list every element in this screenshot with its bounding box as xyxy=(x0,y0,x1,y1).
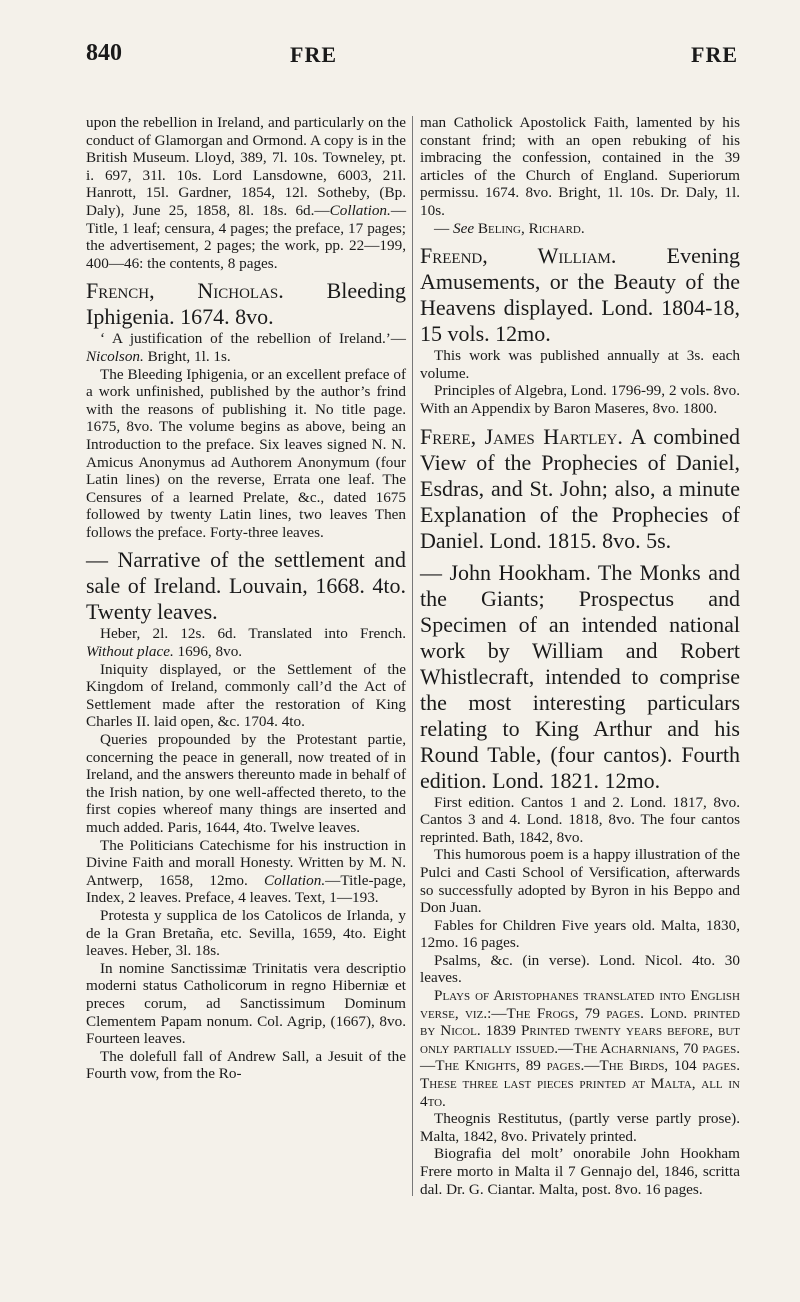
book-title: A combined View of the Prophecies of Daniel, Esdras, and St. John; also, a minute Explanation of the Prophecies of Daniel. Lond. 1815. 8vo. 5s. xyxy=(420,423,741,553)
author-name: Frere, James Hartley. xyxy=(420,423,623,449)
entry-note xyxy=(86,330,406,365)
cross-reference xyxy=(420,220,740,238)
book-title: Evening Amusements, or the Beauty of the Heavens displayed. Lond. 1804-18, 15 vols. 12mo. xyxy=(420,243,740,347)
note-text: The Politicians Catechisme for his instruction in Divine Faith and morall Honesty. Written by M. N. Antwerp, 1658, 12mo. xyxy=(86,836,406,889)
quote-text: ‘ A justification of the rebellion of Ireland.’— xyxy=(100,330,406,348)
author-name: Freend, William. xyxy=(420,243,617,269)
entry-continuation: man Catholick Apostolick Faith, lamented by his constant frind; with an open rebuking of his imbracing the confession, contained in the 39 articles of the Church of England. Superiorum permissu. 1674. 8vo. Bright, 1l. 10s. Dr. Daly, 1l. 10s. xyxy=(420,114,740,219)
book-title: Bleeding Iphigenia. 1674. 8vo. xyxy=(86,278,406,330)
see-label: See xyxy=(452,219,475,237)
entry-note: This humorous poem is a happy illustration of the Pulci and Casti School of Versification, afterwards so successfully adopted by Byron in his Beppo and Don Juan. xyxy=(420,846,740,917)
entry-note: Queries propounded by the Protestant partie, concerning the peace in generall, now treated of in Ireland, and the answers thereunto made in behalf of the Irish nation, by one well-affected thereto, to the first copies whereof many things are inserted and much added. Paris, 1644, 4to. Twelve leaves. xyxy=(86,731,406,836)
entry-note: This work was published annually at 3s. each volume. xyxy=(420,347,740,382)
reference-name: Beling, Richard. xyxy=(474,219,585,237)
dash: — xyxy=(434,219,453,237)
right-column xyxy=(420,114,740,1198)
collation-text: —Title-page, Index, 2 leaves. Preface, 4 leaves. Text, 1—193. xyxy=(86,871,406,907)
author-name: French, Nicholas. xyxy=(86,278,284,304)
note-italic: Without place. xyxy=(86,643,174,661)
entry-heading-freend xyxy=(420,243,740,347)
entry-heading-hookham: — John Hookham. The Monks and the Giants; Prospectus and Specimen of an intended national work by William and Robert Whistlecraft, intended to comprise the most interesting particulars relating to King Arthur and his Round Table, (four cantos). Fourth edition. Lond. 1821. 12mo. xyxy=(420,559,740,793)
entry-note xyxy=(86,625,406,660)
entry-note: First edition. Cantos 1 and 2. Lond. 1817, 8vo. Cantos 3 and 4. Lond. 1818, 8vo. The four cantos reprinted. Bath, 1842, 8vo. xyxy=(420,793,740,846)
note-text: Heber, 2l. 12s. 6d. Translated into French. xyxy=(100,625,406,643)
entry-note: Protesta y supplica de los Catolicos de Irlanda, y de la Gran Bretaña, etc. Sevilla, 1659, 4to. Eight leaves. Heber, 3l. 18s. xyxy=(86,906,406,960)
entry-text: upon the rebellion in Ireland, and particularly on the conduct of Glamorgan and Ormond. A copy is in the British Museum. Lloyd, 389, 7l. 10s. Towneley, pt. i. 697, 31l. 10s. Lord Lansdowne, 6003, 21l. Hanrott, 15l. Gardner, 1854, 12l. Sotheby, (Bp. Daly), June 25, 1858, 8l. 18s. 6d.— xyxy=(86,114,406,219)
entry-heading-narrative: — Narrative of the settlement and sale of Ireland. Louvain, 1668. 4to. Twenty leaves. xyxy=(86,547,406,625)
entry-note: The Bleeding Iphigenia, or an excellent preface of a work unfinished, published by the author’s frind with the reasons of publishing it. No title page. 1675, 8vo. The volume begins as above, being an Introduction to the preface. Six leaves signed N. N. Amicus Anonymus ad Authorem Anonymum (four Latin lines) on the reverse, Errata one leaf. The Censures of a learned Prelate, &c., dated 1675 followed by twenty Latin lines, two leaves Then follows the preface. Forty-three leaves. xyxy=(86,365,406,541)
entry-heading-french xyxy=(86,278,406,330)
entry-note: Iniquity displayed, or the Settlement of the Kingdom of Ireland, commonly call’d the Act of Settlement made after the restoration of King Charles II. laid open, &c. 1704. 4to. xyxy=(86,660,406,731)
running-head-left: FRE xyxy=(290,42,337,67)
entry-note: Psalms, &c. (in verse). Lond. Nicol. 4to. 30 leaves. xyxy=(420,951,740,987)
column-divider xyxy=(412,116,413,1196)
collation-label: Collation. xyxy=(263,871,326,889)
entry-continuation xyxy=(86,114,406,272)
entry-note: In nomine Sanctissimæ Trinitatis vera descriptio moderni status Catholicorum in regno Hiberniæ et preces corum, ad Sanctissimum Dominum Clementem Papam nonum. Col. Agrip, (1667), 8vo. Fourteen leaves. xyxy=(86,959,406,1048)
left-column xyxy=(86,114,406,1083)
collation-text: —Title, 1 leaf; censura, 4 pages; the preface, 17 pages; the advertisement, 2 pages; the work, pp. 22—199, 400—46: the contents, 8 pages. xyxy=(86,201,406,272)
entry-note: Plays of Aristophanes translated into English verse, viz.:—The Frogs, 79 pages. Lond. printed by Nicol. 1839 Printed twenty years before, but only partially issued.—The Acharnians, 70 pages.—The Knights, 89 pages.—The Birds, 104 pages. These three last pieces printed at Malta, all in 4to. xyxy=(420,987,740,1110)
page-header xyxy=(86,40,738,74)
collation-label: Collation. xyxy=(329,201,391,219)
entry-note: The dolefull fall of Andrew Sall, a Jesuit of the Fourth vow, from the Ro- xyxy=(86,1047,406,1083)
entry-note: Fables for Children Five years old. Malta, 1830, 12mo. 16 pages. xyxy=(420,916,740,952)
price-text: Bright, 1l. 1s. xyxy=(143,347,231,365)
entry-note: Principles of Algebra, Lond. 1796-99, 2 vols. 8vo. With an Appendix by Baron Maseres, 8vo. 1800. xyxy=(420,382,740,417)
entry-heading-frere xyxy=(420,424,740,554)
entry-note: Theognis Restitutus, (partly verse partly prose). Malta, 1842, 8vo. Privately printed. xyxy=(420,1110,740,1145)
running-head-right: FRE xyxy=(691,42,738,67)
entry-note: Biografia del molt’ onorabile John Hookham Frere morto in Malta il 7 Gennajo del, 1846, scritta dal. Dr. G. Ciantar. Malta, post. 8vo. 16 pages. xyxy=(420,1145,740,1198)
entry-note xyxy=(86,837,406,907)
quote-author: Nicolson. xyxy=(86,347,144,365)
page-number: 840 xyxy=(86,40,122,66)
note-text: 1696, 8vo. xyxy=(173,643,243,661)
